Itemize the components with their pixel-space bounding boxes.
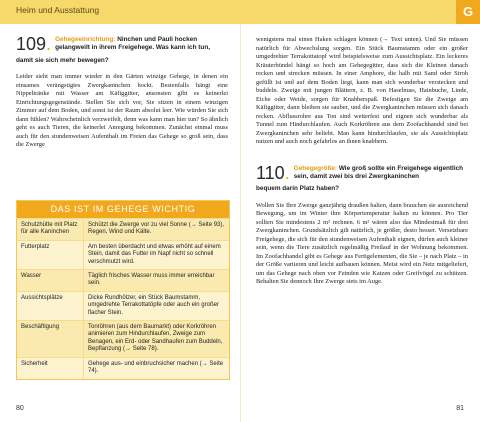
info-desc: Schützt die Zwerge vor zu viel Sonne (→ Seite 93), Regen, Wind und Kälte. xyxy=(88,222,225,236)
question-text: Gehegegröße: Wie groß sollte ein Freigehege eigentlich sein, damit zwei bis drei Zwergkaninchen xyxy=(293,164,464,180)
chapter-title: Heim und Ausstattung xyxy=(16,5,100,15)
right-column xyxy=(256,36,468,287)
info-desc: Gehege aus- und einbruchsicher machen (→ Seite 74). xyxy=(88,360,224,375)
info-term: Schutzhütte mit Platz für alle Kaninchen xyxy=(17,219,84,240)
info-box-rows xyxy=(17,218,229,379)
body-paragraph: Leider sieht man immer wieder in den Gärten winzige Gehege, in denen ein einsames verängstigtes Zwergkaninchen hockt. Bestenfalls hängt eine Nippeltränke mit Wasser am Käfiggitter, ansonsten gibt es keinerlei Einrichtungsgegenstände. Stellen Sie sich vor, Sie sitzen in einem winzigen Zimmer auf dem Boden, und sonst ist der Raum absolut leer. Wie würden Sie sich dann fühlen? Wahrscheinlich verzweifelt, denn was kann man hier tun? So ähnlich geht es auch Tieren, die keinerlei Anregung bekommen. Zunächst einmal muss auch für den stundenweisen Aufenthalt im Freien das Gehege so groß sein, dass die Zwerge xyxy=(16,73,228,149)
page-number-right: 81 xyxy=(456,405,464,412)
info-desc: Tonröhren (aus dem Baumarkt) oder Korkröhren animieren zum Hindurchlaufen, Zweige zum Benagen, ein Erd- oder Sandhaufen zum Buddeln, Bepflanzung (→ Seite 78). xyxy=(88,324,223,353)
question-tail: damit sie sich mehr bewegen? xyxy=(16,56,109,64)
question-110 xyxy=(256,162,468,183)
info-desc: Am besten überdacht und etwas erhöht auf einem Stein, damit das Futter im Napf nicht so schnell verschmutzt wird. xyxy=(88,243,221,265)
info-term: Sicherheit xyxy=(17,358,84,379)
body-paragraph: Wollen Sie Ihre Zwerge ganzjährig draußen halten, dann brauchen sie ausreichend Bewegung, um im Winter ihre Körpertemperatur halten zu können. Pro Tier sollten Sie mindestens 2 m² rechnen. 6 m² wären also das Mindestmaß für drei Zwergkaninchen. Grundsätzlich gilt natürlich, je größer, desto besser. Versetzbare Freigehege, die sich für den stundenweisen Aufenthalt eignen, dürfen auch kleiner sein, wenn die Tiere zusätzlich regelmäßig Freilauf in der Wohnung bekommen. Im Zoofachhandel gibt es Gehege aus Fertigelementen, die Sie – je nach Platz – in der Größe variieren und leicht aufbauen können. Meist wird ein Netz mitgeliefert, um das Gehege nach oben vor Feinden wie Katzen oder Greifvögel zu schützen. Behalten Sie dennoch Ihre Zwerge stets im Auge. xyxy=(256,201,468,286)
info-term: Wasser xyxy=(17,270,84,291)
info-term: Aussichtsplätze xyxy=(17,292,84,320)
info-term: Futterplatz xyxy=(17,241,84,269)
info-desc: Täglich frisches Wasser muss immer erreichbar sein. xyxy=(88,273,215,287)
question-lead: Gehegeeinrichtung: xyxy=(55,36,116,43)
info-row xyxy=(17,320,229,357)
info-row xyxy=(17,240,229,269)
question-number: 110. xyxy=(256,162,290,183)
info-term: Beschäftigung xyxy=(17,321,84,357)
question-lead: Gehegegröße: xyxy=(293,164,338,172)
question-tail: bequem darin Platz haben? xyxy=(256,185,340,193)
chapter-tab: G xyxy=(456,0,480,24)
question-109 xyxy=(16,36,228,53)
page-header xyxy=(0,0,480,24)
info-box-title: DAS IST IM GEHEGE WICHTIG xyxy=(17,201,229,218)
question-number: 109. xyxy=(16,34,52,54)
info-desc: Dicke Rundhölzer, ein Stück Baumstamm, umgedrehte Terrakottatöpfe oder auch ein großer flacher Stein. xyxy=(88,294,219,316)
info-row xyxy=(17,269,229,291)
question-text: Gehegeeinrichtung: Ninchen und Pauli hocken gelangweilt in ihrem Freigehege. Was kann ich tun, xyxy=(55,36,211,52)
info-row xyxy=(17,218,229,240)
info-row xyxy=(17,291,229,320)
page-gutter xyxy=(240,24,241,422)
info-row xyxy=(17,357,229,379)
left-column xyxy=(16,36,228,150)
info-box xyxy=(16,200,230,380)
page-number-left: 80 xyxy=(16,405,24,412)
body-paragraph: wenigstens mal einen Haken schlagen können (→ Text unten). Und Sie müssen natürlich für Abwechslung sorgen. Ein Stück Baumstamm oder ein großer umgedrehter Terrakottatopf wird beispielsweise zum Aussichtsplatz. Ein leckeres Kräuterbündel hängt so hoch am Gehegegitter, dass sich die Kleinen danach recken und strecken müssen. In einer Amphore, die halb mit Sand oder Stroh gefüllt ist und auf dem Boden liegt, kann man sich wunderbar verstecken und buddeln. Zweige mit jungen Blättern, z. B. von Haselnuss, Hainbuche, Linde, Eiche oder Weide, sorgen für Knabberspaß. Befestigen Sie die Zweige am Käfiggitter, dann bleiben sie sauber, und die Zwergkaninchen müssen sich danach recken. Abflussrohre aus Ton sind wetterfest und eignen sich wunderbar als Tunnel zum Hindurchlaufen. Auch Korkröhren aus dem Zoofachhandel sind bei Zwergkaninchen sehr beliebt. Man kann hindurchlaufen, sie als Aussichtsplatz nutzen und auch noch gefahrlos an ihnen knabbern. xyxy=(256,36,468,145)
